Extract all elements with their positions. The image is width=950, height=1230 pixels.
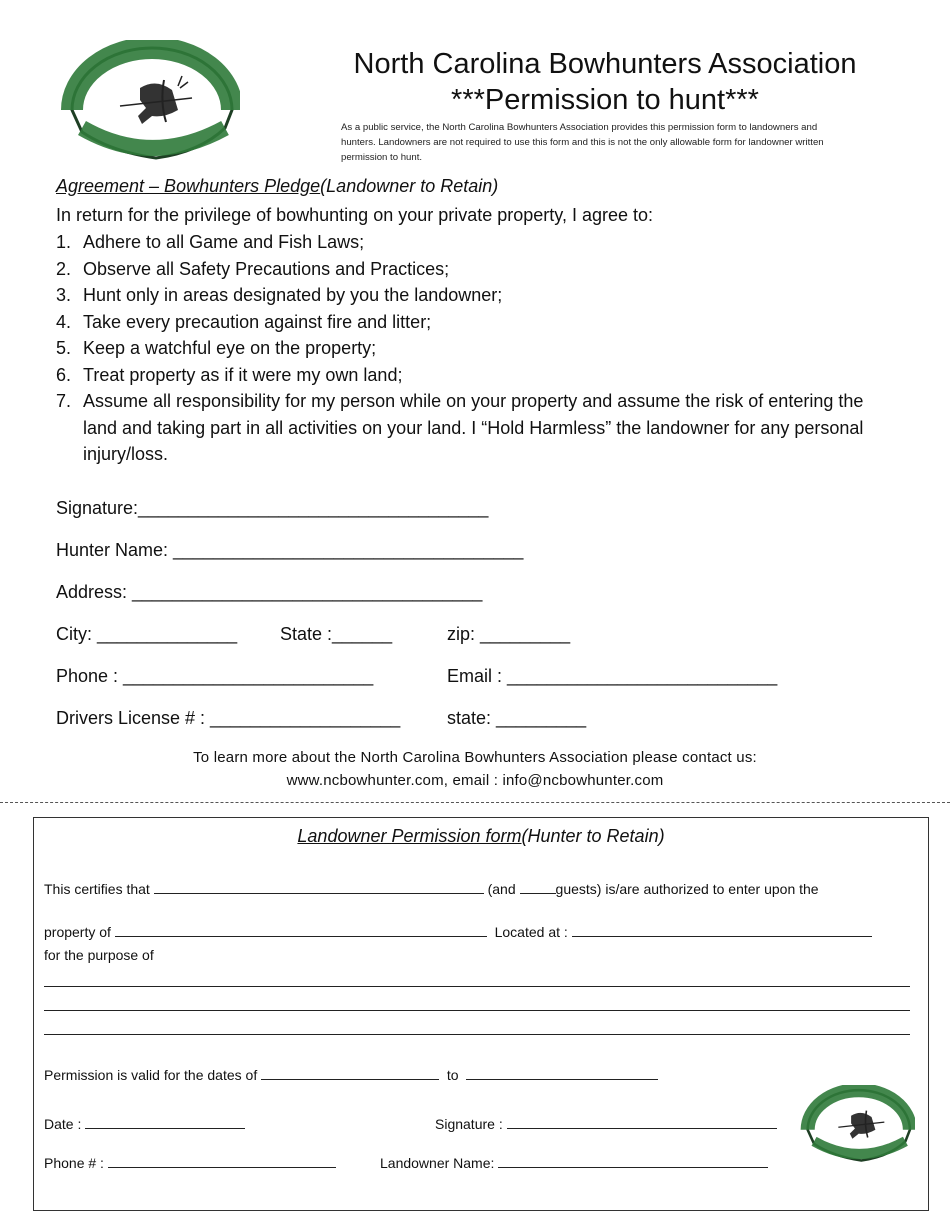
phone-field[interactable]: Phone : _________________________ — [56, 666, 374, 686]
end-date-blank[interactable] — [466, 1066, 658, 1080]
pledge-item: 4. Take every precaution against fire and litter; — [56, 311, 432, 332]
purpose-line-1[interactable] — [44, 986, 910, 987]
notice-text: As a public service, the North Carolina Bowhunters Association provides this permission form to landowners and hunters. Landowners are not required to use this form and this is not the only allowable form for landowner written permission to hunt. — [341, 122, 824, 163]
purpose-line-2[interactable] — [44, 1010, 910, 1011]
date-label: Date : — [44, 1116, 82, 1132]
pledge-list — [56, 229, 876, 468]
ncba-logo-small — [800, 1085, 915, 1165]
org-title: North Carolina Bowhunters Association — [353, 48, 857, 80]
phone-row — [44, 1153, 336, 1173]
property-of-label: property of — [44, 924, 111, 940]
to-label: to — [446, 1067, 459, 1083]
landowner-signature-row — [435, 1114, 777, 1134]
pledge-item: 7. Assume all responsibility for my person while on your property and assume the risk of entering the land and taking part in all activities on your land. I “Hold Harmless” the landowner for any personal injury/loss. — [56, 391, 864, 464]
zip-field[interactable]: zip: _________ — [447, 624, 571, 644]
email-field[interactable]: Email : ___________________________ — [447, 666, 778, 686]
contact-line-2: www.ncbowhunter.com, email : info@ncbowhunter.com — [286, 772, 664, 789]
phone-label: Phone # : — [44, 1155, 104, 1171]
property-owner-blank[interactable] — [115, 923, 487, 937]
pledge-intro: In return for the privilege of bowhunting on your private property, I agree to: — [56, 205, 654, 225]
and-label: (and — [487, 881, 516, 897]
cut-line — [0, 802, 950, 803]
landowner-form-title — [33, 826, 929, 847]
pledge-item: 6. Treat property as if it were my own land; — [56, 364, 403, 385]
pledge-heading-underlined: Agreement – Bowhunters Pledge — [56, 176, 321, 196]
pledge-item: 5. Keep a watchful eye on the property; — [56, 338, 377, 358]
pledge-item: 3. Hunt only in areas designated by you the landowner; — [56, 285, 503, 305]
landowner-permission-box — [33, 817, 929, 1211]
date-row — [44, 1114, 245, 1134]
license-state-field[interactable]: state: _________ — [447, 708, 587, 728]
pledge-item: 1. Adhere to all Game and Fish Laws; — [56, 232, 365, 252]
pledge-heading — [56, 176, 498, 197]
hunter-name-field[interactable]: Hunter Name: ___________________________________ — [56, 540, 524, 560]
guests-label: guests) is/are authorized to enter upon the — [555, 881, 819, 897]
landowner-title-underlined: Landowner Permission form — [297, 826, 522, 846]
address-field[interactable]: Address: ___________________________________ — [56, 582, 483, 602]
drivers-license-field[interactable]: Drivers License # : ___________________ — [56, 708, 401, 728]
landowner-name-blank[interactable] — [498, 1154, 768, 1168]
valid-dates-row — [44, 1065, 658, 1085]
hunter-name-blank[interactable] — [154, 880, 484, 894]
contact-line-1: To learn more about the North Carolina Bowhunters Association please contact us: — [193, 749, 757, 766]
location-blank[interactable] — [572, 923, 872, 937]
start-date-blank[interactable] — [261, 1066, 439, 1080]
landowner-title-rest: (Hunter to Retain) — [521, 826, 665, 846]
guests-count-blank[interactable] — [520, 880, 556, 894]
pledge-heading-rest: (Landowner to Retain) — [320, 176, 499, 196]
phone-blank[interactable] — [108, 1154, 336, 1168]
date-blank[interactable] — [85, 1115, 245, 1129]
located-at-label: Located at : — [494, 924, 568, 940]
city-field[interactable]: City: ______________ — [56, 624, 238, 644]
form-title: ***Permission to hunt*** — [451, 84, 759, 116]
certifies-row — [44, 879, 819, 899]
landowner-signature-blank[interactable] — [507, 1115, 777, 1129]
purpose-label: for the purpose of — [44, 947, 154, 963]
pledge-item: 2. Observe all Safety Precautions and Practices; — [56, 258, 450, 279]
purpose-line-3[interactable] — [44, 1034, 910, 1035]
state-field[interactable]: State :______ — [280, 624, 393, 644]
valid-dates-label: Permission is valid for the dates of — [44, 1067, 258, 1083]
signature-label: Signature : — [435, 1116, 503, 1132]
landowner-name-label: Landowner Name: — [380, 1155, 495, 1171]
property-row — [44, 922, 872, 942]
landowner-name-row — [380, 1153, 768, 1173]
certifies-label: This certifies that — [44, 881, 150, 897]
signature-field[interactable]: Signature:___________________________________ — [56, 498, 489, 518]
ncba-logo — [60, 40, 240, 165]
